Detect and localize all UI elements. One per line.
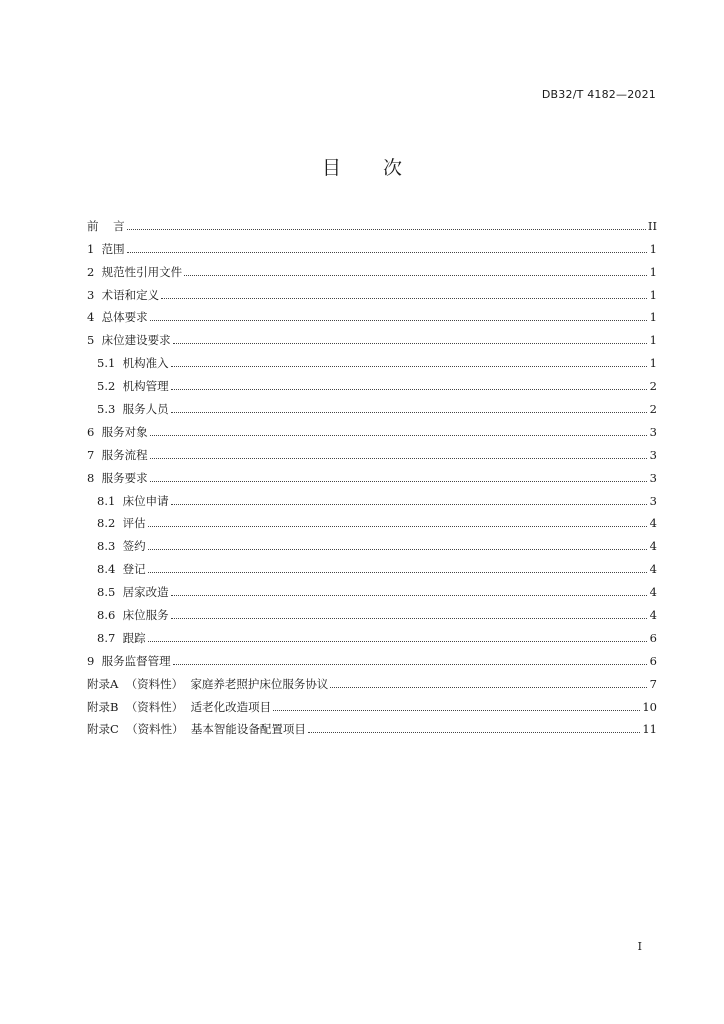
- dot-leader: [150, 458, 647, 459]
- toc-entry-label: 签约: [122, 539, 146, 554]
- page-number: I: [637, 940, 642, 953]
- dot-leader: [127, 229, 646, 230]
- toc-entry[interactable]: [87, 645, 657, 668]
- toc-entry[interactable]: [87, 210, 657, 233]
- toc-entry-number: 附录A （资料性）: [87, 676, 191, 691]
- toc-entry-page: 11: [642, 722, 657, 737]
- toc-entry-page: 4: [649, 608, 657, 623]
- toc-entry[interactable]: [87, 714, 657, 737]
- dot-leader: [150, 435, 647, 436]
- toc-entry-number: 8.3: [97, 539, 123, 554]
- toc-entry-page: 1: [649, 310, 657, 325]
- toc-entry-page: 3: [649, 447, 657, 462]
- toc-entry[interactable]: [87, 393, 657, 416]
- toc-entry-label: 规范性引用文件: [101, 264, 183, 279]
- toc-entry-number: 5: [87, 333, 102, 348]
- dot-leader: [148, 526, 647, 527]
- toc-entry-page: 2: [649, 402, 657, 417]
- toc-entry[interactable]: [87, 462, 657, 485]
- toc-entry[interactable]: [87, 370, 657, 393]
- table-of-contents: [87, 210, 657, 736]
- toc-entry-page: 7: [649, 676, 657, 691]
- toc-entry[interactable]: [87, 691, 657, 714]
- toc-entry-label: 适老化改造项目: [190, 699, 272, 714]
- toc-entry-page: 3: [649, 424, 657, 439]
- toc-entry-number: 7: [87, 447, 102, 462]
- toc-entry[interactable]: [87, 233, 657, 256]
- toc-entry-page: 1: [649, 333, 657, 348]
- toc-entry-label: 登记: [122, 562, 146, 577]
- toc-entry[interactable]: [87, 416, 657, 439]
- dot-leader: [173, 664, 647, 665]
- toc-entry-page: 1: [649, 241, 657, 256]
- toc-entry-number: 5.3: [97, 402, 123, 417]
- toc-entry-number: 8.7: [97, 630, 123, 645]
- toc-entry-label: 机构管理: [122, 379, 169, 394]
- toc-entry-number: 前: [87, 218, 114, 233]
- dot-leader: [330, 687, 647, 688]
- toc-entry[interactable]: [87, 324, 657, 347]
- toc-entry-page: 10: [642, 699, 657, 714]
- title-char-1: 目: [321, 157, 341, 179]
- toc-entry-page: 6: [649, 653, 657, 668]
- toc-entry-page: 1: [649, 287, 657, 302]
- toc-entry-number: 8.5: [97, 585, 123, 600]
- toc-entry-page: 1: [649, 264, 657, 279]
- toc-entry[interactable]: [87, 553, 657, 576]
- toc-entry-page: 1: [649, 356, 657, 371]
- toc-entry-page: II: [647, 218, 657, 233]
- toc-entry-label: 言: [113, 218, 125, 233]
- dot-leader: [171, 618, 647, 619]
- title-char-2: 次: [383, 157, 403, 179]
- toc-entry-label: 床位服务: [122, 608, 169, 623]
- dot-leader: [184, 275, 647, 276]
- dot-leader: [171, 504, 647, 505]
- toc-entry-label: 服务人员: [122, 402, 169, 417]
- document-code: DB32/T 4182—2021: [541, 88, 656, 101]
- dot-leader: [308, 732, 640, 733]
- toc-entry-label: 基本智能设备配置项目: [190, 722, 306, 737]
- toc-entry[interactable]: [87, 256, 657, 279]
- toc-entry-page: 2: [649, 379, 657, 394]
- toc-entry-label: 居家改造: [122, 585, 169, 600]
- toc-entry[interactable]: [87, 347, 657, 370]
- toc-entry-number: 8: [87, 470, 102, 485]
- toc-entry-number: 8.6: [97, 608, 123, 623]
- toc-entry[interactable]: [87, 485, 657, 508]
- toc-entry[interactable]: [87, 530, 657, 553]
- dot-leader: [127, 252, 647, 253]
- toc-entry-number: 附录B （资料性）: [87, 699, 191, 714]
- toc-entry-label: 机构准入: [122, 356, 169, 371]
- toc-entry-page: 6: [649, 630, 657, 645]
- toc-entry-label: 范围: [101, 241, 125, 256]
- toc-entry[interactable]: [87, 576, 657, 599]
- toc-entry-label: 服务对象: [101, 424, 148, 439]
- toc-entry-label: 服务要求: [101, 470, 148, 485]
- toc-entry-number: 8.4: [97, 562, 123, 577]
- toc-entry-label: 服务监督管理: [101, 653, 171, 668]
- toc-entry-page: 3: [649, 493, 657, 508]
- toc-entry-page: 4: [649, 539, 657, 554]
- dot-leader: [148, 549, 647, 550]
- dot-leader: [273, 710, 640, 711]
- toc-entry-page: 4: [649, 585, 657, 600]
- toc-entry[interactable]: [87, 668, 657, 691]
- toc-entry[interactable]: [87, 622, 657, 645]
- dot-leader: [148, 641, 647, 642]
- toc-entry-label: 术语和定义: [101, 287, 160, 302]
- dot-leader: [173, 343, 647, 344]
- toc-entry-number: 8.2: [97, 516, 123, 531]
- toc-entry-label: 服务流程: [101, 447, 148, 462]
- toc-entry[interactable]: [87, 599, 657, 622]
- toc-entry-label: 床位建设要求: [101, 333, 171, 348]
- toc-entry-page: 4: [649, 562, 657, 577]
- toc-entry-label: 总体要求: [101, 310, 148, 325]
- toc-entry-label: 床位申请: [122, 493, 169, 508]
- toc-entry-number: 1: [87, 241, 102, 256]
- toc-entry-number: 附录C （资料性）: [87, 722, 191, 737]
- toc-entry[interactable]: [87, 439, 657, 462]
- dot-leader: [171, 412, 647, 413]
- dot-leader: [171, 595, 647, 596]
- toc-entry-number: 6: [87, 424, 102, 439]
- toc-entry-page: 4: [649, 516, 657, 531]
- dot-leader: [148, 572, 647, 573]
- dot-leader: [150, 481, 647, 482]
- dot-leader: [161, 298, 647, 299]
- toc-entry-number: 5.2: [97, 379, 123, 394]
- toc-entry-number: 3: [87, 287, 102, 302]
- toc-entry[interactable]: [87, 302, 657, 325]
- page-title: [0, 153, 724, 180]
- toc-entry-label: 跟踪: [122, 630, 146, 645]
- toc-entry-page: 3: [649, 470, 657, 485]
- toc-entry-label: 评估: [122, 516, 146, 531]
- toc-entry[interactable]: [87, 279, 657, 302]
- dot-leader: [171, 389, 647, 390]
- toc-entry[interactable]: [87, 508, 657, 531]
- dot-leader: [171, 366, 647, 367]
- toc-entry-number: 8.1: [97, 493, 123, 508]
- toc-entry-number: 5.1: [97, 356, 123, 371]
- toc-entry-number: 2: [87, 264, 102, 279]
- toc-entry-label: 家庭养老照护床位服务协议: [190, 676, 329, 691]
- dot-leader: [150, 320, 647, 321]
- toc-entry-number: 9: [87, 653, 102, 668]
- toc-entry-number: 4: [87, 310, 102, 325]
